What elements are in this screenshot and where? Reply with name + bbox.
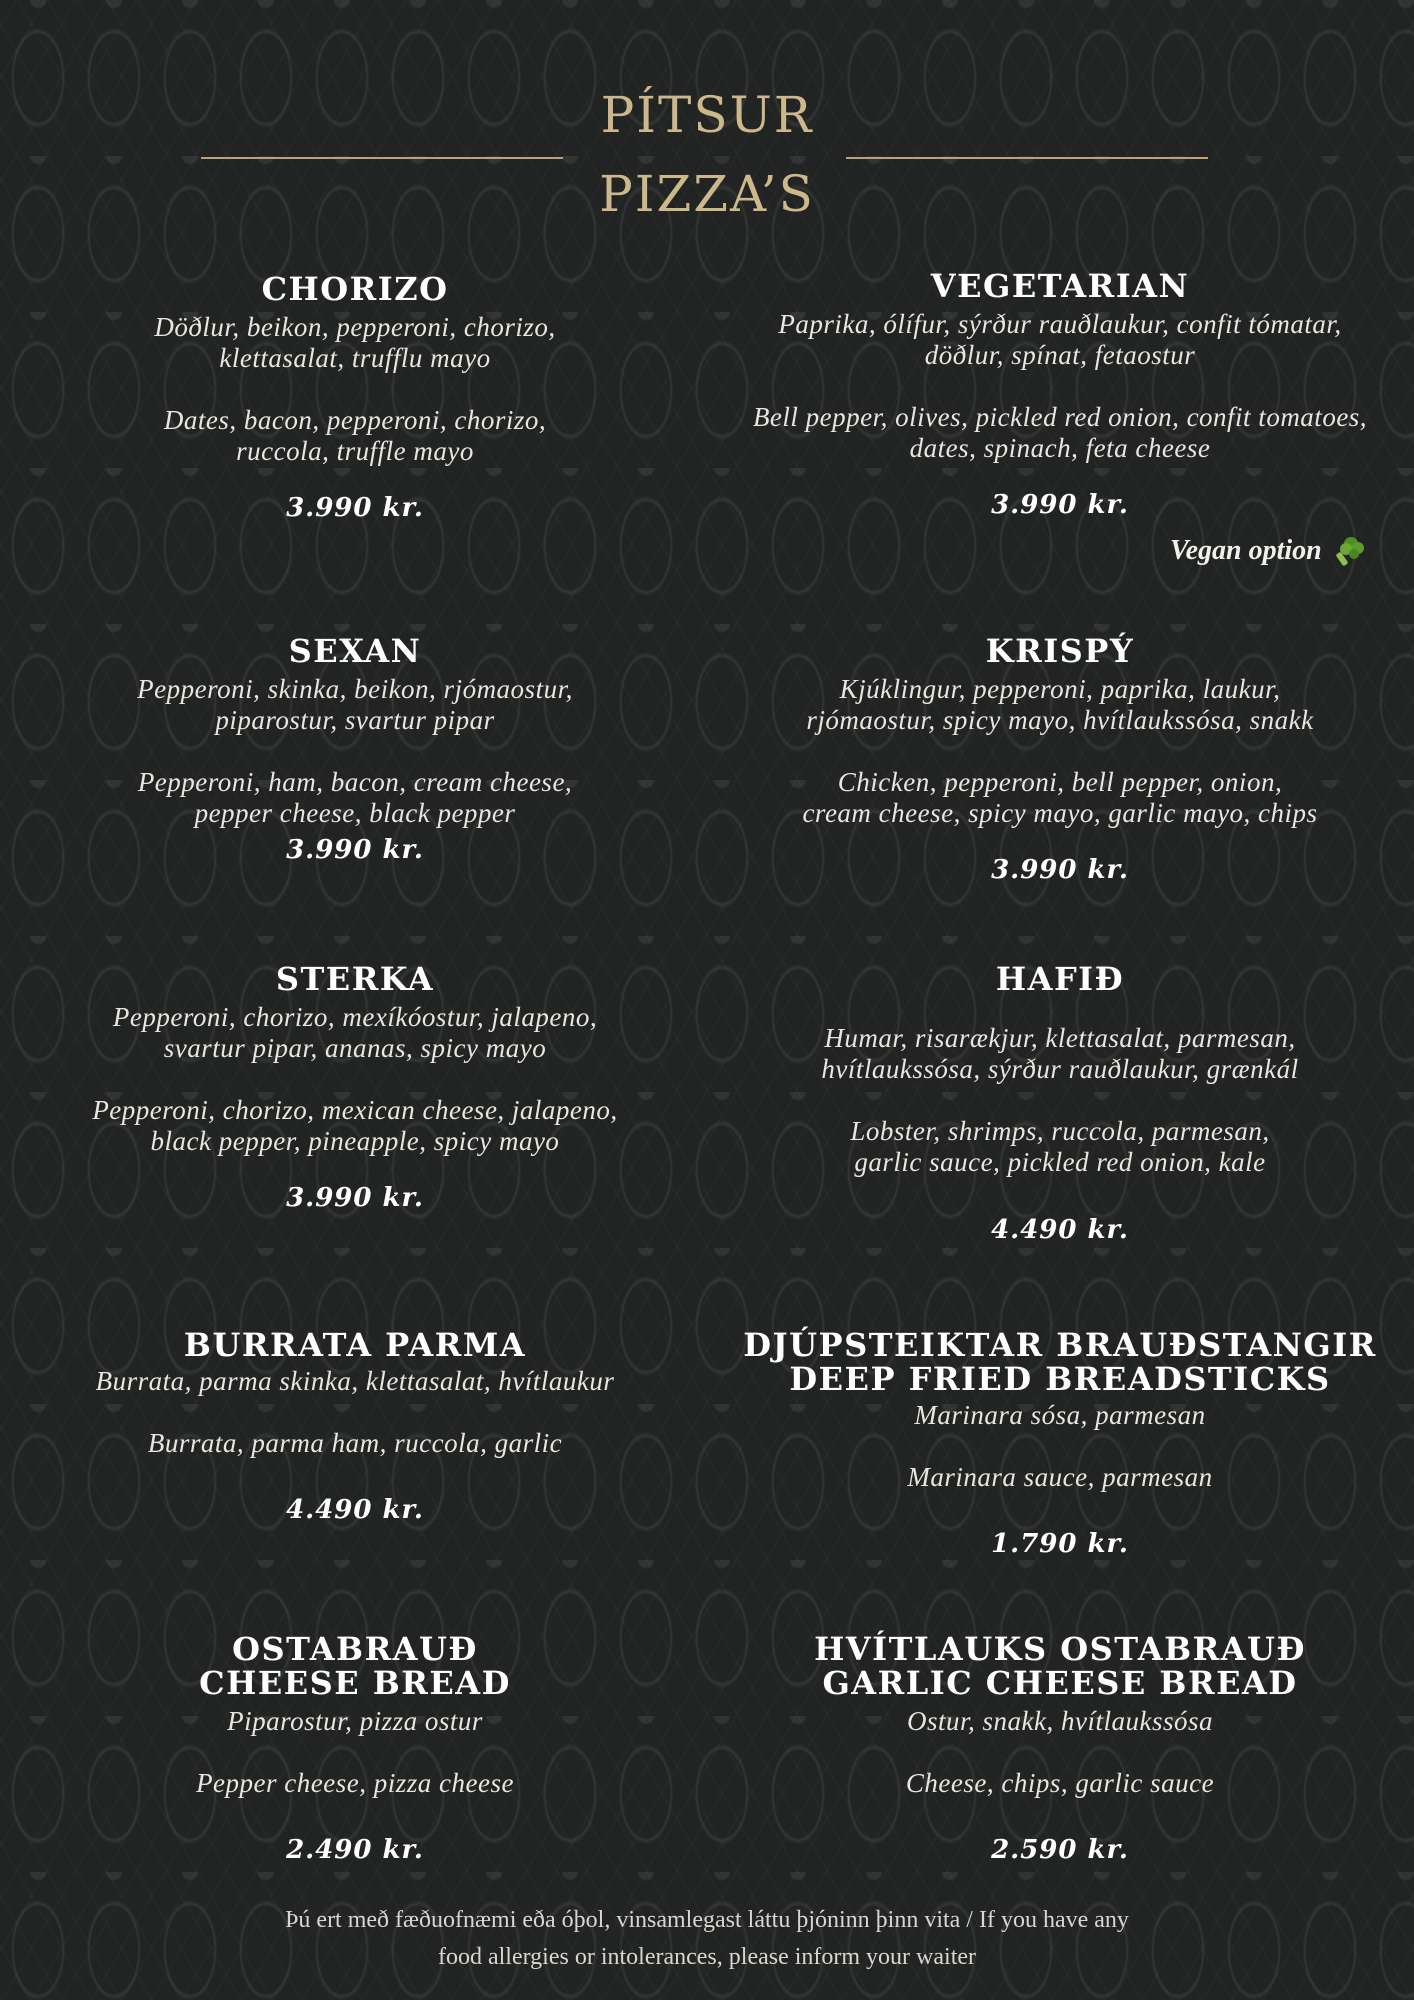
item-desc-is: Ostur, snakk, hvítlaukssósa	[907, 1706, 1213, 1736]
menu-item-cheese-bread	[40, 1632, 670, 1865]
item-name: STERKA	[275, 960, 435, 998]
item-price: 3.990 kr.	[286, 1183, 424, 1213]
item-desc-en: Chicken, pepperoni, bell pepper, onion, cream cheese, spicy mayo, garlic mayo, chips	[802, 767, 1318, 828]
item-desc-en: Pepperoni, ham, bacon, cream cheese, pepper cheese, black pepper	[137, 767, 573, 828]
menu-item-garlic-cheese-bread	[735, 1632, 1385, 1865]
vegan-option-label: Vegan option	[1170, 534, 1322, 566]
item-name: SEXAN	[288, 632, 422, 670]
item-price: 3.990 kr.	[991, 855, 1129, 885]
title-icelandic: PÍTSUR	[600, 86, 814, 144]
item-desc-en: Lobster, shrimps, ruccola, parmesan, garlic sauce, pickled red onion, kale	[850, 1116, 1270, 1177]
item-price: 1.790 kr.	[991, 1529, 1129, 1559]
menu-item-sterka	[40, 962, 670, 1213]
item-desc-is: Pepperoni, skinka, beikon, rjómaostur, piparostur, svartur pipar	[137, 674, 573, 735]
item-desc-is: Kjúklingur, pepperoni, paprika, laukur, rjómaostur, spicy mayo, hvítlaukssósa, snakk	[806, 674, 1314, 735]
allergy-notice	[200, 1902, 1214, 1976]
item-price: 2.490 kr.	[286, 1835, 424, 1865]
header-rule-right	[846, 157, 1208, 159]
item-desc-en: Bell pepper, olives, pickled red onion, confit tomatoes, dates, spinach, feta cheese	[752, 402, 1368, 463]
allergy-notice-line: Þú ert með fæðuofnæmi eða óþol, vinsamlegast láttu þjóninn þinn vita / If you have any	[285, 1907, 1129, 1933]
allergy-notice-line: food allergies or intolerances, please inform your waiter	[437, 1944, 977, 1970]
menu-item-krispy	[735, 634, 1385, 885]
header-rule-left	[201, 157, 563, 159]
item-desc-en: Pepper cheese, pizza cheese	[196, 1768, 514, 1798]
item-name: BURRATA PARMA	[183, 1326, 527, 1364]
item-name: CHORIZO	[261, 270, 449, 308]
item-name: VEGETARIAN	[930, 267, 1190, 305]
vegan-option-note	[1170, 533, 1390, 568]
item-desc-is: Pepperoni, chorizo, mexíkóostur, jalapeno, svartur pipar, ananas, spicy mayo	[112, 1002, 598, 1063]
menu-item-burrata-parma	[40, 1328, 670, 1525]
item-desc-is: Marinara sósa, parmesan	[914, 1400, 1206, 1430]
item-price: 3.990 kr.	[286, 835, 424, 865]
item-desc-en: Cheese, chips, garlic sauce	[905, 1768, 1215, 1798]
item-desc-en: Burrata, parma ham, ruccola, garlic	[147, 1428, 563, 1458]
menu-item-hafid	[735, 962, 1385, 1245]
item-price: 3.990 kr.	[991, 490, 1129, 520]
item-desc-is: Paprika, ólífur, sýrður rauðlaukur, confit tómatar, döðlur, spínat, fetaostur	[778, 309, 1342, 370]
item-price: 4.490 kr.	[286, 1495, 424, 1525]
item-name: HVÍTLAUKS OSTABRAUÐ GARLIC CHEESE BREAD	[814, 1630, 1306, 1702]
item-desc-en: Pepperoni, chorizo, mexican cheese, jalapeno, black pepper, pineapple, spicy mayo	[92, 1095, 618, 1156]
item-desc-is: Döðlur, beikon, pepperoni, chorizo, klettasalat, trufflu mayo	[154, 312, 556, 373]
item-name: DJÚPSTEIKTAR BRAUÐSTANGIR DEEP FRIED BREADSTICKS	[743, 1326, 1377, 1398]
item-price: 2.590 kr.	[991, 1835, 1129, 1865]
item-desc-en: Dates, bacon, pepperoni, chorizo, ruccola, truffle mayo	[163, 405, 547, 466]
menu-item-chorizo	[40, 272, 670, 523]
item-name: HAFIÐ	[995, 960, 1125, 998]
item-price: 3.990 kr.	[286, 493, 424, 523]
item-name: KRISPÝ	[985, 632, 1135, 670]
item-desc-is: Piparostur, pizza ostur	[227, 1706, 483, 1736]
item-price: 4.490 kr.	[991, 1215, 1129, 1245]
menu-item-breadsticks	[735, 1328, 1385, 1559]
menu-item-vegetarian	[735, 269, 1385, 520]
menu-header	[0, 0, 1414, 240]
item-name: OSTABRAUÐ CHEESE BREAD	[199, 1630, 511, 1702]
item-desc-en: Marinara sauce, parmesan	[907, 1462, 1213, 1492]
item-desc-is: Humar, risarækjur, klettasalat, parmesan, hvítlaukssósa, sýrður rauðlaukur, grænkál	[821, 1023, 1299, 1084]
broccoli-icon	[1333, 534, 1367, 568]
item-desc-is: Burrata, parma skinka, klettasalat, hvítlaukur	[95, 1366, 615, 1396]
menu-item-sexan	[40, 634, 670, 865]
title-english: PIZZA’S	[599, 165, 815, 223]
